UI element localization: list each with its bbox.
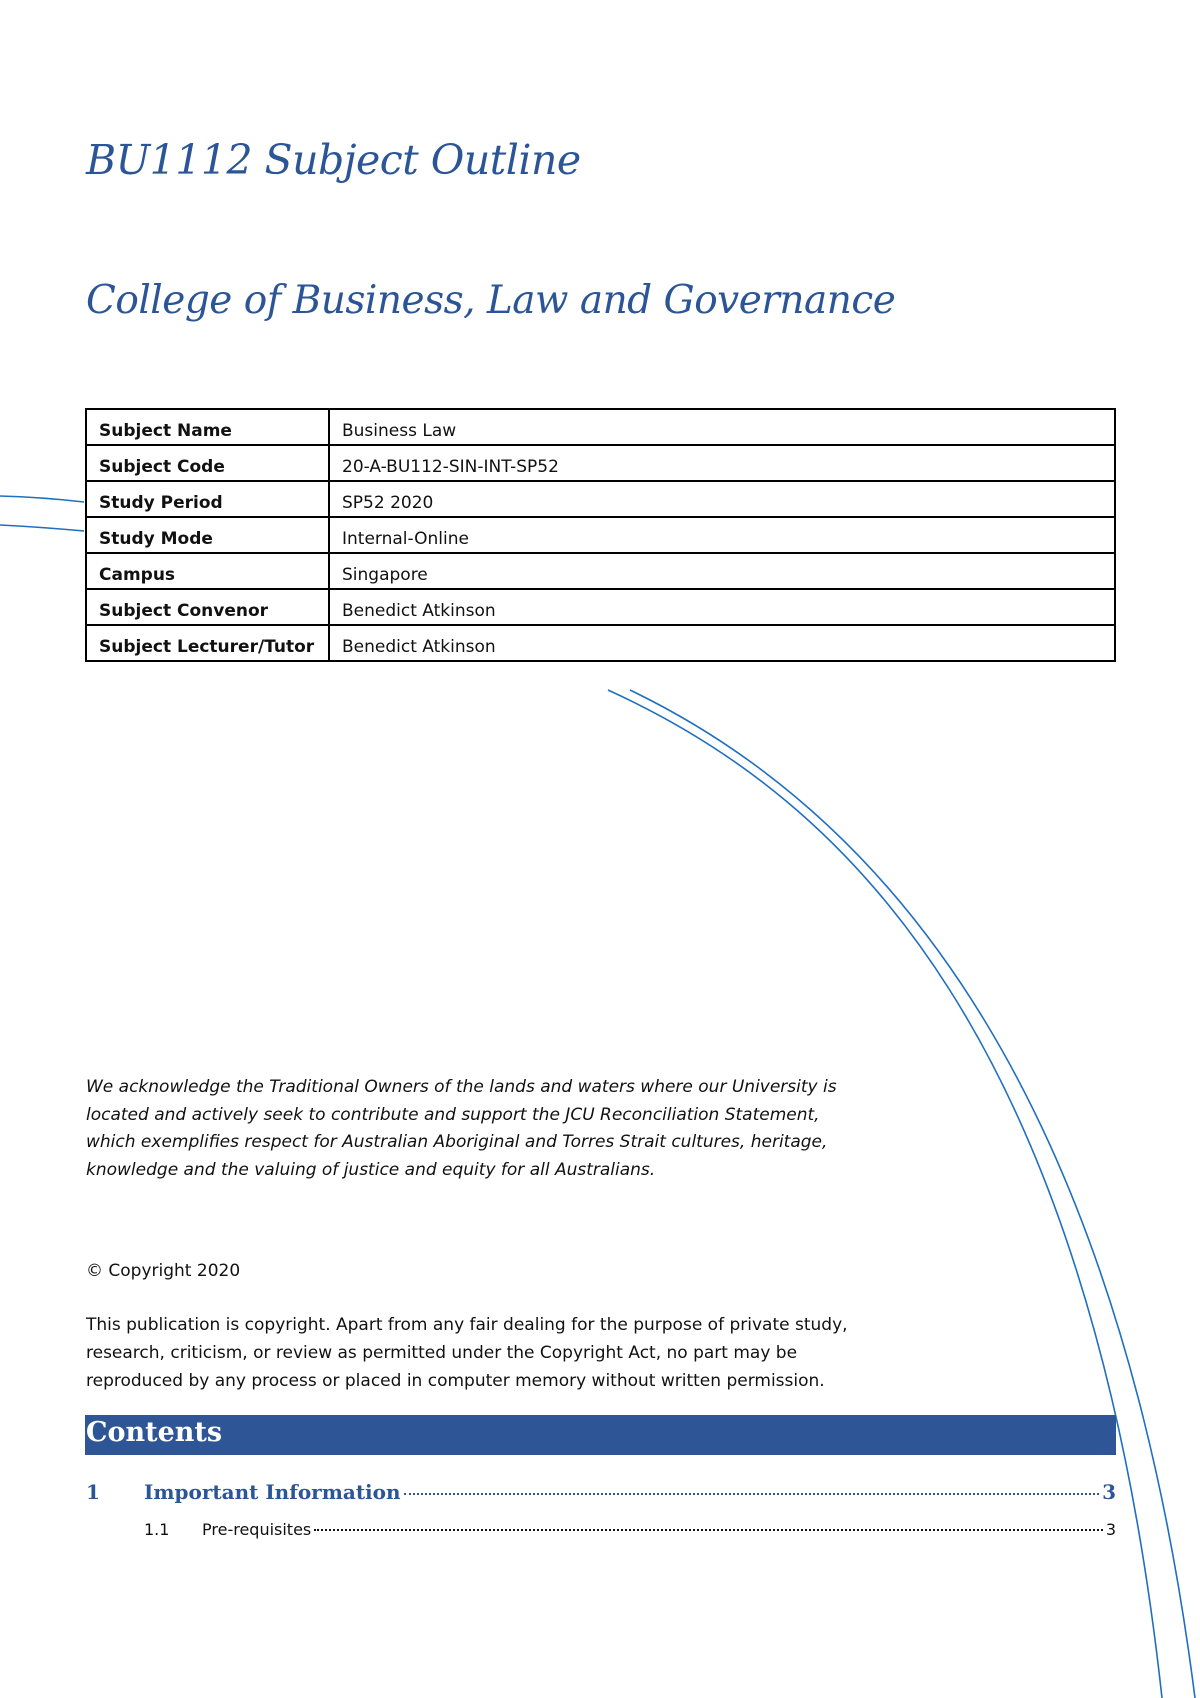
left-swoosh-line-1 (0, 496, 84, 502)
left-swoosh-line-2 (0, 525, 84, 531)
right-arc-line-1 (608, 690, 1162, 1698)
row-label: Study Period (86, 481, 329, 517)
acknowledgement-paragraph (86, 1074, 906, 1184)
contents-heading-bar (85, 1415, 1116, 1455)
row-value: Benedict Atkinson (329, 589, 1115, 625)
row-label: Subject Code (86, 445, 329, 481)
copyright-notice: © Copyright 2020 (86, 1261, 241, 1281)
row-label: Subject Name (86, 409, 329, 445)
copyright-line: This publication is copyright. Apart from any fair dealing for the purpose of private study, (86, 1315, 848, 1335)
row-label: Subject Lecturer/Tutor (86, 625, 329, 661)
row-value: SP52 2020 (329, 481, 1115, 517)
row-label: Study Mode (86, 517, 329, 553)
right-arc-line-2 (630, 690, 1195, 1698)
acknowledgement-line: knowledge and the valuing of justice and equity for all Australians. (86, 1159, 656, 1180)
copyright-line: reproduced by any process or placed in computer memory without written permission. (86, 1371, 825, 1391)
contents-heading: Contents (86, 1417, 223, 1448)
table-row (86, 481, 1115, 517)
toc-entry-pre-requisites[interactable] (86, 1520, 1116, 1539)
row-label: Subject Convenor (86, 589, 329, 625)
toc-entry-number: 1.1 (144, 1520, 170, 1539)
table-row (86, 553, 1115, 589)
row-label: Campus (86, 553, 329, 589)
row-value: Business Law (329, 409, 1115, 445)
toc-entry-title: Pre-requisites (202, 1520, 312, 1539)
table-row (86, 445, 1115, 481)
document-title: BU1112 Subject Outline (86, 136, 581, 184)
toc-dot-leader (404, 1493, 1100, 1495)
subject-info-table (85, 408, 1116, 662)
acknowledgement-line: located and actively seek to contribute and support the JCU Reconciliation Statement, (86, 1104, 820, 1125)
toc-entry-page: 3 (1105, 1520, 1116, 1539)
acknowledgement-line: which exemplifies respect for Australian Aboriginal and Torres Strait cultures, heritage, (86, 1132, 828, 1152)
copyright-line: research, criticism, or review as permitted under the Copyright Act, no part may be (86, 1343, 798, 1363)
row-value: Internal-Online (329, 517, 1115, 553)
toc-entry-page: 3 (1102, 1480, 1116, 1504)
table-row (86, 517, 1115, 553)
toc-dot-leader (314, 1529, 1103, 1531)
copyright-paragraph (86, 1311, 946, 1395)
row-value: Singapore (329, 553, 1115, 589)
toc-entry-title: Important Information (144, 1480, 401, 1504)
college-subtitle: College of Business, Law and Governance (86, 278, 896, 323)
toc-entry-number: 1 (86, 1480, 100, 1504)
table-row (86, 589, 1115, 625)
table-row (86, 409, 1115, 445)
table-row (86, 625, 1115, 661)
acknowledgement-line: We acknowledge the Traditional Owners of the lands and waters where our University is (86, 1077, 837, 1097)
row-value: 20-A-BU112-SIN-INT-SP52 (329, 445, 1115, 481)
toc-entry-important-information[interactable] (86, 1480, 1116, 1504)
row-value: Benedict Atkinson (329, 625, 1115, 661)
